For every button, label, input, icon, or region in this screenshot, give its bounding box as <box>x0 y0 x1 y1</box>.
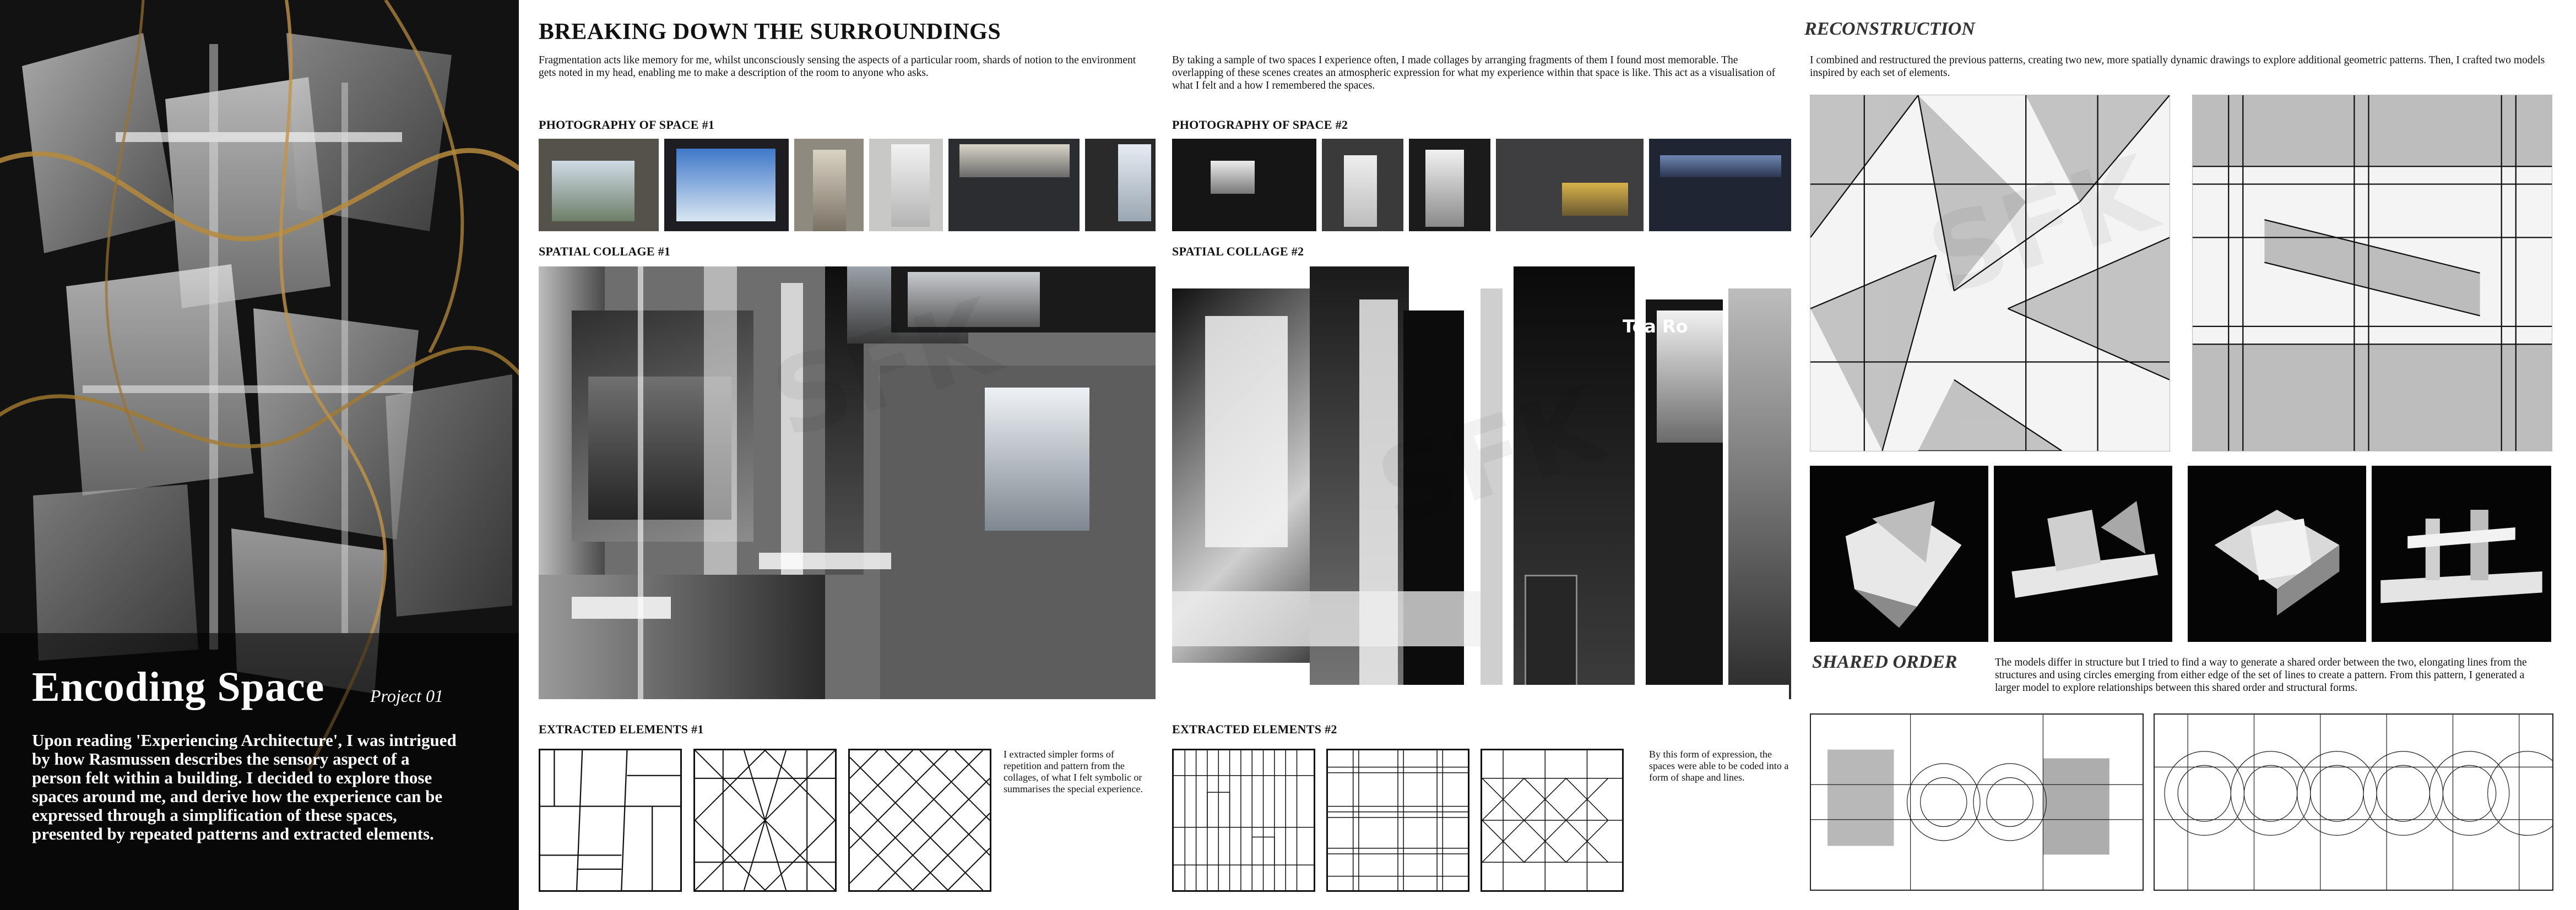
extracted-pattern-1b <box>693 749 837 892</box>
collage-label-1: SPATIAL COLLAGE #1 <box>539 244 671 258</box>
intro-text-right: By taking a sample of two spaces I experience often, I made collages by arranging fragments of them I found most memorable. The overlapping of these scenes creates an atmospheric expression for what my experience within that space is like. This act as a visualisation of what I felt and a how I remembered the spaces. <box>1172 55 1776 91</box>
photo-space-2-b <box>1322 139 1403 231</box>
extracted-pattern-1c <box>848 749 991 892</box>
model-photo-4 <box>2372 466 2551 642</box>
reconstruction-text: I combined and restructured the previous patterns, creating two new, more spatially dynamic drawings to explore additional geometric patterns. Then, I crafted two models inspired by each set of elements. <box>1810 55 2545 79</box>
spatial-collage-1 <box>539 266 1156 699</box>
photo-space-1-a <box>539 139 659 231</box>
project-title: Encoding Space <box>32 664 325 710</box>
extracted-pattern-2c <box>1480 749 1624 892</box>
shared-order-text: The models differ in structure but I tried to find a way to generate a shared order between the two, elongating lines from the structures and using circles emerging from either edge of the set of lines to create a pattern. From this pattern, I generated a larger model to explore relationships between this shared order and structural forms. <box>1995 657 2527 694</box>
reconstruction-drawing-2 <box>2192 95 2552 451</box>
photo-space-1-f <box>1085 139 1156 231</box>
collage-label-2: SPATIAL COLLAGE #2 <box>1172 244 1304 258</box>
shared-order-drawing-2 <box>2154 713 2553 891</box>
extracted-note-2: By this form of expression, the spaces were able to be coded into a form of shape and lines. <box>1649 749 1789 783</box>
model-photo-3 <box>2188 466 2366 642</box>
model-photo-1 <box>1810 466 1988 642</box>
shared-order-drawing-1 <box>1810 713 2144 891</box>
photo-space-2-e <box>1649 139 1791 231</box>
photo-label-1: PHOTOGRAPHY OF SPACE #1 <box>539 118 715 132</box>
photo-label-2: PHOTOGRAPHY OF SPACE #2 <box>1172 118 1348 132</box>
hero-panel <box>0 0 519 910</box>
photo-space-2-a <box>1172 139 1316 231</box>
extracted-pattern-1a <box>539 749 682 892</box>
reconstruction-drawing-1 <box>1810 95 2170 451</box>
extracted-pattern-2b <box>1326 749 1469 892</box>
extracted-label-2: EXTRACTED ELEMENTS #2 <box>1172 722 1337 736</box>
project-description: Upon reading 'Experiencing Architecture', I was intrigued by how Rasmussen describes the sensory aspect of a person felt within a building. I decided to explore those spaces around me, and derive how the experience can be expressed through a simplification of these spaces, presented by repeated patterns and extracted elements. <box>32 731 457 843</box>
photo-space-1-e <box>948 139 1080 231</box>
project-number: Project 01 <box>370 686 443 706</box>
extracted-pattern-2a <box>1172 749 1315 892</box>
section-title: BREAKING DOWN THE SURROUNDINGS <box>539 19 1001 45</box>
extracted-label-1: EXTRACTED ELEMENTS #1 <box>539 722 704 736</box>
photo-space-1-c <box>794 139 864 231</box>
photo-space-1-d <box>869 139 943 231</box>
collage-sign-text: Tea Ro <box>1623 316 1688 337</box>
shared-order-title: SHARED ORDER <box>1812 652 1957 672</box>
spatial-collage-2 <box>1172 266 1791 699</box>
extracted-note-1: I extracted simpler forms of repetition and pattern from the collages, of what I felt symbolic or summarises the special experience. <box>1004 749 1143 794</box>
photo-space-2-c <box>1409 139 1490 231</box>
photo-space-1-b <box>664 139 789 231</box>
model-photo-2 <box>1994 466 2172 642</box>
photo-space-2-d <box>1496 139 1644 231</box>
intro-text-left: Fragmentation acts like memory for me, whilst unconsciously sensing the aspects of a particular room, shards of notion to the environment gets noted in my head, enabling me to make a description of the room to anyone who asks. <box>539 55 1136 79</box>
reconstruction-title: RECONSTRUCTION <box>1804 19 1975 39</box>
